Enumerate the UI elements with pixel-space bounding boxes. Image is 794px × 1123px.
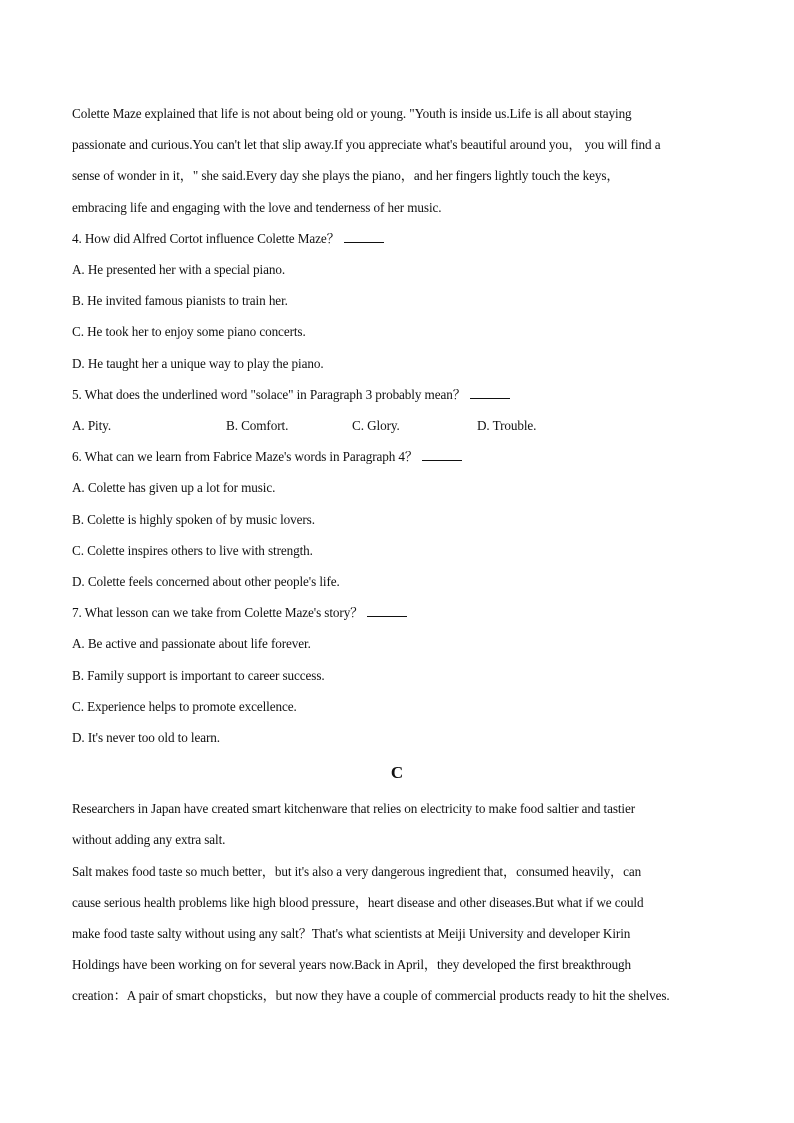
option-c: C. He took her to enjoy some piano concerts. — [72, 324, 306, 340]
option-d: D. Colette feels concerned about other people's life. — [72, 574, 340, 590]
question-stem: 4. How did Alfred Cortot influence Colette Maze？ — [72, 223, 722, 254]
answer-blank — [344, 230, 384, 243]
option-d: D. He taught her a unique way to play the piano. — [72, 355, 324, 371]
question-stem: 6. What can we learn from Fabrice Maze's words in Paragraph 4？ — [72, 441, 722, 472]
paragraph-line: make food taste salty without using any salt？That's what scientists at Meiji University and developer Kirin — [72, 926, 631, 942]
option-c: C. Experience helps to promote excellence. — [72, 698, 297, 714]
option-b: B. Colette is highly spoken of by music lovers. — [72, 511, 315, 527]
option-d: D. Trouble. — [477, 418, 537, 434]
document-page — [72, 98, 722, 1012]
paragraph-line: embracing life and engaging with the love and tenderness of her music. — [72, 199, 442, 215]
option-c: C. Glory. — [352, 418, 400, 434]
option-b: B. Comfort. — [226, 418, 289, 434]
option-a: A. He presented her with a special piano. — [72, 262, 286, 278]
paragraph-line: sense of wonder in it，" she said.Every day she plays the piano，and her fingers lightly touch the keys， — [72, 168, 620, 184]
option-a: A. Be active and passionate about life forever. — [72, 636, 311, 652]
paragraph-line: creation：A pair of smart chopsticks，but now they have a couple of commercial products ready to hit the shelves. — [72, 988, 670, 1004]
answer-blank — [470, 386, 510, 399]
option-b: B. Family support is important to career success. — [72, 667, 325, 683]
answer-blank — [367, 604, 407, 617]
paragraph-line: Holdings have been working on for several years now.Back in April，they developed the first breakthrough — [72, 957, 632, 973]
question-stem: 7. What lesson can we take from Colette Maze's story？ — [72, 597, 722, 628]
section-heading: C — [390, 763, 404, 783]
paragraph-line: passionate and curious.You can't let that slip away.If you appreciate what's beautiful around you， you will find a — [72, 137, 661, 153]
options-row — [72, 410, 722, 441]
paragraph-line: without adding any extra salt. — [72, 832, 226, 848]
question-stem: 5. What does the underlined word "solace" in Paragraph 3 probably mean？ — [72, 379, 722, 410]
option-a: A. Colette has given up a lot for music. — [72, 480, 276, 496]
paragraph-line: Colette Maze explained that life is not about being old or young. "Youth is inside us.Life is all about staying — [72, 106, 632, 121]
answer-blank — [422, 448, 462, 461]
option-d: D. It's never too old to learn. — [72, 730, 220, 746]
paragraph-line: Salt makes food taste so much better，but it's also a very dangerous ingredient that，consumed heavily，can — [72, 863, 642, 879]
paragraph-line: cause serious health problems like high blood pressure，heart disease and other diseases.But what if we could — [72, 894, 644, 910]
option-b: B. He invited famous pianists to train her. — [72, 293, 288, 309]
paragraph-line: Researchers in Japan have created smart kitchenware that relies on electricity to make food saltier and tastier — [72, 801, 636, 817]
option-c: C. Colette inspires others to live with strength. — [72, 542, 313, 558]
option-a: A. Pity. — [72, 418, 112, 434]
